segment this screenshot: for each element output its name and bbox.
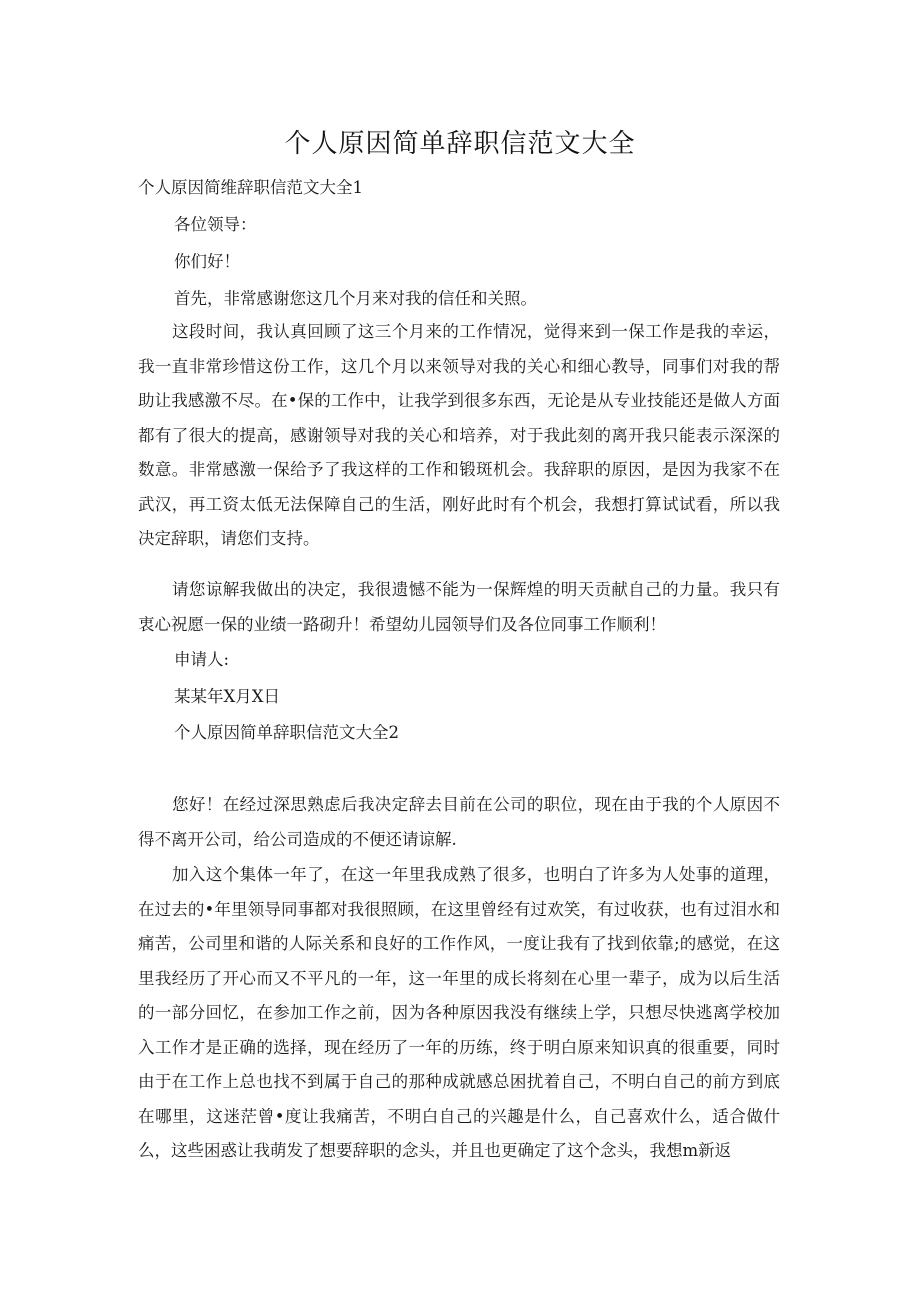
letter2-paragraph-1: 您好！在经过深思熟虑后我决定辞去目前在公司的职位，现在由于我的个人原因不得不离开公司，给公司造成的不便还请谅解. bbox=[138, 795, 780, 849]
letter1-paragraph-1: 首先，非常感谢您这几个月来对我的信任和关照。 bbox=[174, 289, 537, 308]
letter1-paragraph-2: 这段时间，我认真回顾了这三个月来的工作情况，觉得来到一保工作是我的幸运，我一直非常珍惜这份工作，这几个月以来领导对我的关心和细心教导，同事们对我的帮助让我感激不尽。在•保的工作中，让我学到很多东西，无论是从专业技能还是做人方面都有了很大的提高，感谢领导对我的关心和培养，对于我此刻的离开我只能表示深深的数意。非常感激一保给予了我这样的工作和锻斑机会。我辞职的原因，是因为我家不在武汉，再工资太低无法保障自己的生活，刚好此时有个机会，我想打算试试看，所以我决定辞职，请您们支持。 bbox=[138, 322, 780, 548]
letter1-date: 某某年X月X日 bbox=[174, 687, 280, 706]
letter1-greeting: 你们好！ bbox=[174, 252, 240, 271]
letter1-paragraph-3: 请您谅解我做出的决定，我很遗憾不能为一保辉煌的明天贡献自己的力量。我只有衷心祝愿一保的业绩一路砌升！希望幼儿园领导们及各位同事工作顺利！ bbox=[138, 580, 780, 634]
letter1-heading: 个人原因简维辞职信范文大全1 bbox=[138, 178, 363, 197]
letter2-heading: 个人原因简单辞职信范文大全2 bbox=[174, 723, 399, 742]
document-title: 个人原因简单辞职信范文大全 bbox=[284, 129, 636, 159]
letter1-salutation: 各位领导： bbox=[174, 215, 257, 234]
letter2-paragraph-2: 加入这个集体一年了，在这一年里我成熟了很多，也明白了许多为人处事的道理，在过去的•年里领导同事都对我很照顾，在这里曾经有过欢笑，有过收获，也有过泪水和痛苦，公司里和谐的人际关系和良好的工作作风，一度让我有了找到依靠;的感觉，在这里我经历了开心而又不平凡的一年，这一年里的成长将刻在心里一辈子，成为以后生活的一部分回忆，在参加工作之前，因为各种原因我没有继续上学，只想尽快逃离学校加入工作才是正确的选择，现在经历了一年的历练，终于明白原来知识真的很重要，同时由于在工作上总也找不到属于自己的那种成就感总困扰着自己，不明白自己的前方到底在哪里，这迷茫曾•度让我痛苦，不明白自己的兴趣是什么，自己喜欢什么，适合做什么，这些困惑让我萌发了想要辞职的念头，并且也更确定了这个念头，我想m新返 bbox=[138, 865, 780, 1160]
letter1-applicant: 申请人: bbox=[174, 650, 230, 669]
